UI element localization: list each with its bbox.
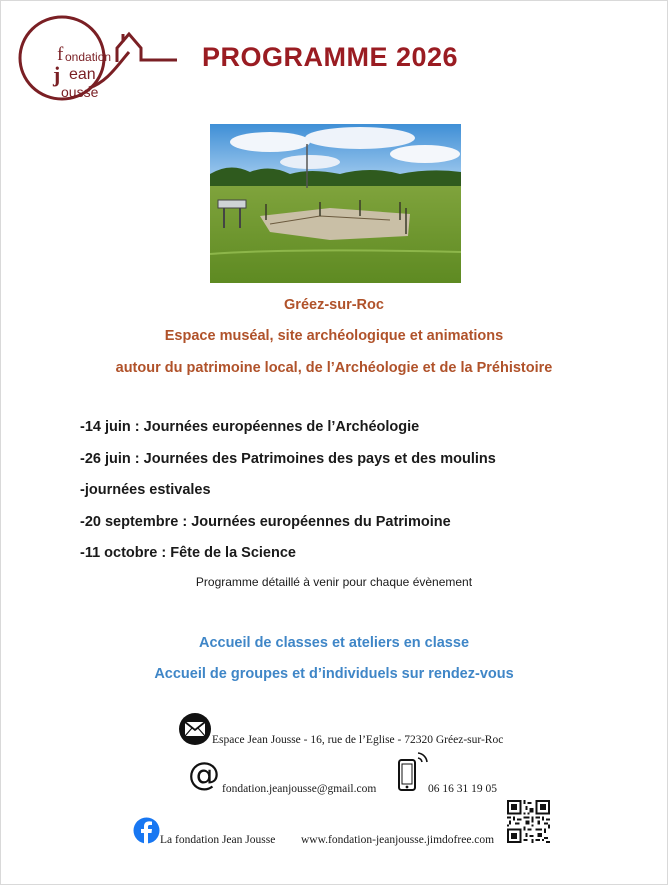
qr-code: [507, 800, 550, 843]
facebook-page-name[interactable]: La fondation Jean Jousse: [160, 834, 276, 846]
logo-line-3: ousse: [61, 84, 99, 100]
logo-line-1: ondation: [65, 50, 112, 64]
event-list: [80, 418, 496, 576]
envelope-icon: [177, 712, 213, 746]
site-photo: [210, 124, 461, 283]
smartphone-icon: [396, 748, 430, 792]
page-title: PROGRAMME 2026: [202, 42, 459, 72]
welcome-groups: Accueil de groupes et d’individuels sur rendez-vous: [154, 666, 514, 682]
contact-phone: 06 16 31 19 05: [428, 783, 497, 795]
event-item: -journées estivales: [80, 482, 211, 498]
website-link[interactable]: www.fondation-jeanjousse.jimdofree.com: [301, 834, 495, 846]
program-note: Programme détaillé à venir pour chaque évènement: [195, 575, 473, 589]
logo-initial-f: f: [57, 44, 64, 65]
event-item: -11 octobre : Fête de la Science: [80, 545, 296, 561]
logo-initial-j: j: [53, 62, 61, 87]
logo-line-2: ean: [69, 66, 96, 83]
event-item: -14 juin : Journées européennes de l’Archéologie: [80, 419, 420, 435]
email-at-icon: @: [188, 755, 220, 793]
welcome-classes: Accueil de classes et ateliers en classe: [198, 635, 470, 651]
event-item: -20 septembre : Journées européennes du Patrimoine: [80, 513, 451, 530]
event-item: -26 juin : Journées des Patrimoines des pays et des moulins: [80, 450, 496, 467]
subtitle-line-2: autour du patrimoine local, de l’Archéologie et de la Préhistoire: [115, 360, 553, 376]
fondation-logo: [17, 14, 182, 106]
subtitle-line-1: Espace muséal, site archéologique et animations: [164, 328, 504, 344]
contact-address: Espace Jean Jousse - 16, rue de l’Eglise - 72320 Gréez-sur-Roc: [212, 734, 504, 746]
location-heading: Gréez-sur-Roc: [284, 297, 384, 313]
contact-email[interactable]: fondation.jeanjousse@gmail.com: [222, 783, 377, 795]
facebook-icon[interactable]: [133, 817, 160, 844]
